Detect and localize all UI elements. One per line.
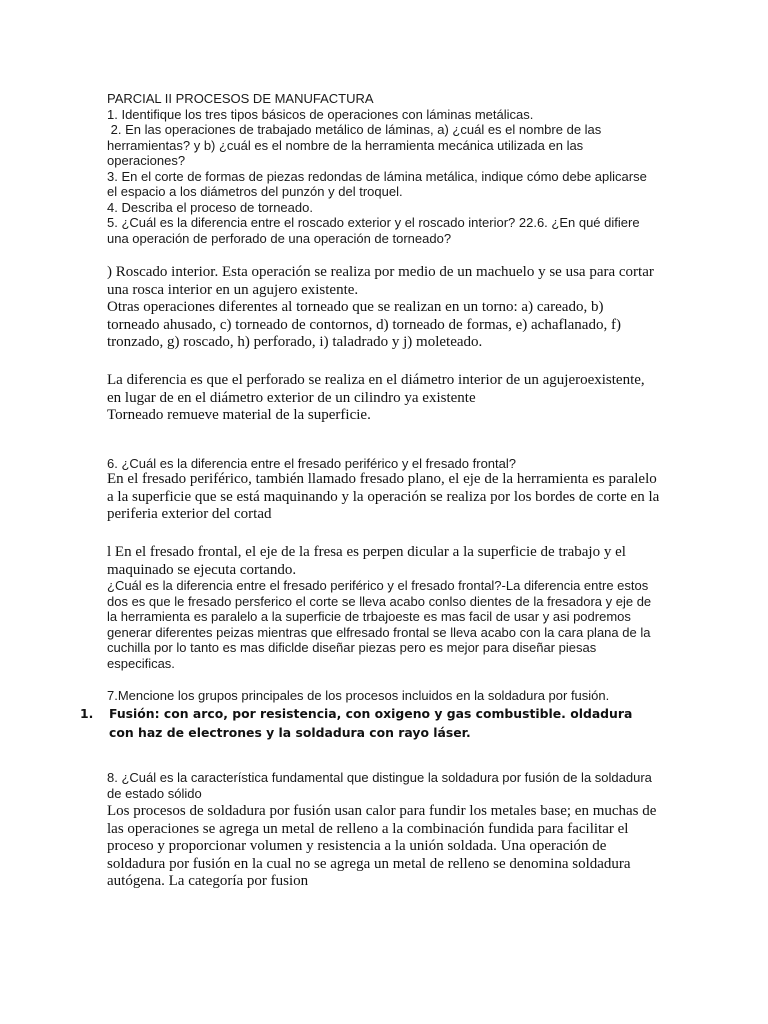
answer-6-line: En el fresado periférico, también llamado fresado plano, el eje de la herramienta es paralelo — [107, 471, 657, 487]
answer-5-line: ) Roscado interior. Esta operación se realiza por medio de un machuelo y se usa para cortar — [107, 264, 654, 280]
answer-6-line: maquinado se ejecuta cortando. — [107, 561, 297, 578]
answer-6-extra-line: ¿Cuál es la diferencia entre el fresado periférico y el fresado frontal?-La diferencia entre estos — [107, 578, 649, 593]
question-8-line: 8. ¿Cuál es la característica fundamental que distingue la soldadura por fusión de la soldadura — [107, 770, 652, 785]
answer-5-block — [107, 264, 667, 352]
answer-6-frontal-block — [107, 544, 667, 579]
question-2-line-3: operaciones? — [107, 153, 186, 168]
answer-8-line: soldadura por fusión en la cual no se agrega un metal de relleno se denomina soldadura — [107, 855, 631, 872]
answer-8-line: Los procesos de soldadura por fusión usan calor para fundir los metales base; en muchas de — [107, 803, 657, 819]
questions-block — [107, 91, 667, 246]
answer-8-block — [107, 803, 667, 891]
answer-6-line: a la superficie que se está maquinando y la operación se realiza por los bordes de corte en la — [107, 488, 660, 505]
answer-5-line: torneado ahusado, c) torneado de contornos, d) torneado de formas, e) achaflanado, f) — [107, 316, 621, 333]
answer-6-peripheral-block — [107, 471, 667, 524]
document-title: PARCIAL II PROCESOS DE MANUFACTURA — [107, 91, 374, 106]
answer-6-extra-line: dos es que le fresado persferico el corte se lleva acabo conlso dientes de la fresadora y eje de — [107, 593, 652, 609]
question-4: 4. Describa el proceso de torneado. — [107, 199, 313, 215]
question-8-line: de estado sólido — [107, 785, 202, 801]
answer-5-line: una rosca interior en un agujero existente. — [107, 281, 359, 298]
difference-line: Torneado remueve material de la superficie. — [107, 407, 371, 423]
answer-8-line: proceso y proporcionar volumen y resistencia a la unión soldada. Una operación de — [107, 838, 607, 854]
list-number: 1. — [80, 706, 94, 721]
question-2-line-1: 2. En las operaciones de trabajado metálico de láminas, a) ¿cuál es el nombre de las — [107, 122, 602, 137]
answer-5-difference-block — [107, 372, 667, 425]
answer-6-extra-line: la herramienta es paralelo a la superficie de trbajoeste es mas facil de usar y asi podremos — [107, 609, 631, 624]
answer-6-extra-line: generar diferentes peizas mientras que elfresado frontal se lleva acabo con la cara plana de la — [107, 624, 651, 640]
answer-5-line: Otras operaciones diferentes al torneado que se realizan en un torno: a) careado, b) — [107, 299, 604, 315]
answer-7-line: Fusión: con arco, por resistencia, con oxigeno y gas combustible. oldadura — [109, 706, 633, 721]
answer-6-line: periferia exterior del cortad — [107, 506, 272, 522]
answer-6-extra-block — [107, 578, 667, 671]
answer-6-extra-line: cuchilla por lo tanto es mas dificlde diseñar piezas pero es mejor para diseñar piesas — [107, 640, 597, 655]
answer-8-line: autógena. La categoría por fusion — [107, 873, 309, 889]
question-1: 1. Identifique los tres tipos básicos de operaciones con láminas metálicas. — [107, 106, 534, 122]
answer-5-line: tronzado, g) roscado, h) perforado, i) taladrado y j) moleteado. — [107, 334, 483, 350]
question-2-line-2: herramientas? y b) ¿cuál es el nombre de la herramienta mecánica utilizada en las — [107, 137, 584, 153]
question-7: 7.Mencione los grupos principales de los procesos incluidos en la soldadura por fusión. — [107, 688, 610, 703]
question-3-line-2: el espacio a los diámetros del punzón y del troquel. — [107, 184, 403, 199]
answer-6-line: l En el fresado frontal, el eje de la fresa es perpen dicular a la superficie de trabajo y el — [107, 544, 626, 560]
question-8 — [107, 770, 667, 801]
question-6: 6. ¿Cuál es la diferencia entre el fresado periférico y el fresado frontal? — [107, 456, 516, 471]
question-5-line-1: 5. ¿Cuál es la diferencia entre el roscado exterior y el roscado interior? 22.6. ¿En qué difiere — [107, 215, 640, 230]
question-5-line-2: una operación de perforado de una operación de torneado? — [107, 230, 452, 246]
difference-line: en lugar de en el diámetro exterior de un cilindro ya existente — [107, 389, 476, 406]
question-3-line-1: 3. En el corte de formas de piezas redondas de lámina metálica, indique cómo debe aplicarse — [107, 168, 647, 184]
answer-8-line: las operaciones se agrega un metal de relleno a la combinación fundida para facilitar el — [107, 820, 629, 837]
difference-line: La diferencia es que el perforado se realiza en el diámetro interior de un agujeroexistente, — [107, 372, 645, 388]
answer-7-line: con haz de electrones y la soldadura con rayo láser. — [109, 725, 471, 740]
answer-6-extra-line: especificas. — [107, 655, 175, 671]
